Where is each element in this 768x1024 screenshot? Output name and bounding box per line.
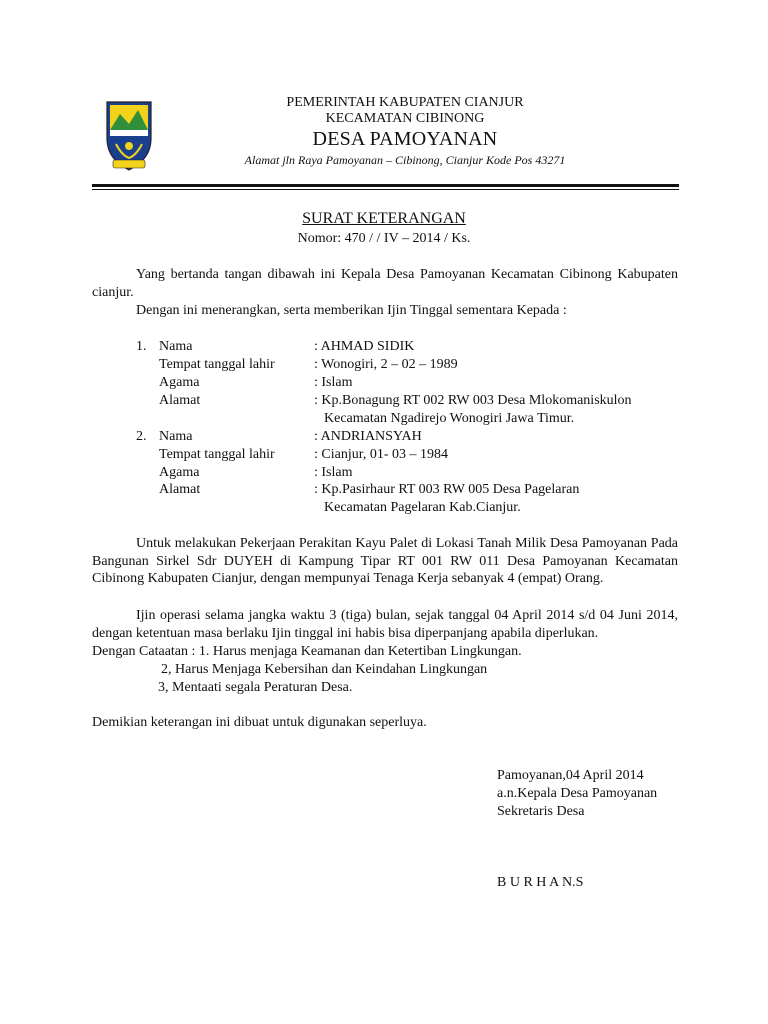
person-2-number: 2.	[136, 429, 147, 444]
letterhead-rule-thick	[92, 184, 679, 187]
signatory-name: B U R H A N.S	[497, 875, 584, 890]
person-1-name-value: : AHMAD SIDIK	[314, 339, 415, 354]
person-2-address-cont-row	[0, 500, 768, 518]
person-2-name-row	[0, 429, 768, 447]
notes-line-3: 3, Mentaati segala Peraturan Desa.	[158, 680, 353, 695]
person-2-name-label: Nama	[159, 429, 193, 444]
letterhead-government: PEMERINTAH KABUPATEN CIANJUR	[286, 95, 524, 110]
document-title	[0, 210, 768, 228]
person-1-name-row	[0, 339, 768, 357]
person-2-birth-row	[0, 447, 768, 465]
person-1-religion-row	[0, 375, 768, 393]
person-2-religion-row	[0, 465, 768, 483]
person-1-religion-value: : Islam	[314, 375, 353, 390]
person-2-address-label: Alamat	[159, 482, 201, 497]
person-2-religion-value: : Islam	[314, 465, 353, 480]
person-1-birth-value: : Wonogiri, 2 – 02 – 1989	[314, 357, 458, 372]
intro-paragraph: Yang bertanda tangan dibawah ini Kepala Desa Pamoyanan Kecamatan Cibinong Kabupaten cianjur.	[92, 267, 678, 300]
document-number: Nomor: 470 / / IV – 2014 / Ks.	[297, 231, 471, 246]
permit-paragraph: Ijin operasi selama jangka waktu 3 (tiga) bulan, sejak tanggal 04 April 2014 s/d 04 Juni 2014, dengan ketentuan masa berlaku Ijin tinggal ini habis bisa diperpanjang apabila diperlukan.	[92, 608, 678, 641]
closing-statement: Demikian keterangan ini dibuat untuk digunakan seperluya.	[92, 715, 427, 730]
person-2-name-value: : ANDRIANSYAH	[314, 429, 422, 444]
person-2-address-value: : Kp.Pasirhaur RT 003 RW 005 Desa Pagelaran	[314, 482, 580, 497]
person-1-religion-label: Agama	[159, 375, 200, 390]
person-1-number: 1.	[136, 339, 147, 354]
notes-line-2: 2, Harus Menjaga Kebersihan dan Keindahan Lingkungan	[161, 662, 488, 677]
person-1-address-cont: Kecamatan Ngadirejo Wonogiri Jawa Timur.	[324, 411, 575, 426]
person-2-birth-label: Tempat tanggal lahir	[159, 447, 275, 462]
letterhead-village: DESA PAMOYANAN	[312, 128, 498, 150]
person-1-address-row	[0, 393, 768, 411]
document-title-text: SURAT KETERANGAN	[302, 210, 466, 227]
person-1-address-label: Alamat	[159, 393, 201, 408]
person-2-religion-label: Agama	[159, 465, 200, 480]
person-1-address-value: : Kp.Bonagung RT 002 RW 003 Desa Mlokomaniskulon	[314, 393, 632, 408]
person-1-name-label: Nama	[159, 339, 193, 354]
signature-position: Sekretaris Desa	[497, 804, 585, 819]
person-2-address-cont: Kecamatan Pagelaran Kab.Cianjur.	[324, 500, 521, 515]
signature-on-behalf: a.n.Kepala Desa Pamoyanan	[497, 786, 658, 801]
letterhead-district: KECAMATAN CIBINONG	[325, 111, 485, 126]
signature-place-date: Pamoyanan,04 April 2014	[497, 768, 644, 783]
person-1-birth-row	[0, 357, 768, 375]
purpose-paragraph: Untuk melakukan Pekerjaan Perakitan Kayu Palet di Lokasi Tanah Milik Desa Pamoyanan Pada Bangunan Sirkel Sdr DUYEH di Kampung Tipar RT 001 RW 011 Desa Pamoyanan Kecamatan Cibinong Kabupaten Cianjur, dengan mempunyai Tenaga Kerja sebanyak 4 (empat) Orang.	[92, 536, 678, 586]
person-1-birth-label: Tempat tanggal lahir	[159, 357, 275, 372]
letterhead-rule-thin	[92, 189, 679, 190]
person-2-birth-value: : Cianjur, 01- 03 – 1984	[314, 447, 448, 462]
person-1-address-cont-row	[0, 411, 768, 429]
letterhead-address: Alamat jln Raya Pamoyanan – Cibinong, Cianjur Kode Pos 43271	[244, 153, 566, 167]
intro-statement: Dengan ini menerangkan, serta memberikan Ijin Tinggal sementara Kepada :	[136, 303, 567, 318]
notes-line-1: Dengan Cataatan : 1. Harus menjaga Keamanan dan Ketertiban Lingkungan.	[92, 644, 522, 659]
person-2-address-row	[0, 482, 768, 500]
